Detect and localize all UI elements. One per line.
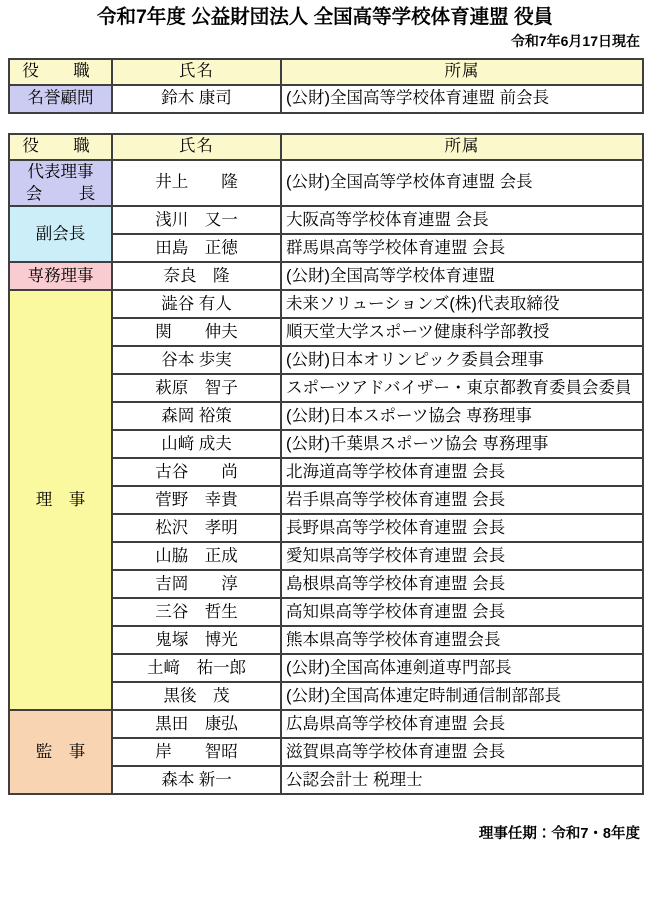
role-label: 名誉顧問: [27, 89, 94, 108]
name-cell: 森本 新一: [112, 766, 281, 794]
honorary-advisor-table: [8, 58, 644, 114]
name-cell: 三谷 哲生: [112, 598, 281, 626]
name-cell: 奈良 隆: [112, 262, 281, 290]
name-cell: 萩原 智子: [112, 374, 281, 402]
affiliation-cell: (公財)全国高等学校体育連盟: [281, 262, 643, 290]
name-cell: 黒後 茂: [112, 682, 281, 710]
honorary-advisor-body: [9, 85, 643, 113]
role-label: 監 事: [35, 742, 86, 761]
officers-table: [8, 133, 644, 796]
affiliation-cell: 熊本県高等学校体育連盟会長: [281, 626, 643, 654]
table-row: [9, 710, 643, 738]
affiliation-cell: 順天堂大学スポーツ健康科学部教授: [281, 318, 643, 346]
term-note: 理事任期：令和7・8年度: [478, 826, 640, 843]
role-label: 専務理事: [27, 266, 94, 285]
name-cell: 田島 正徳: [112, 234, 281, 262]
name-cell: 鬼塚 博光: [112, 626, 281, 654]
table-row: [9, 206, 643, 234]
as-of-date: 令和7年6月17日現在: [510, 33, 640, 50]
column-header-role: 役 職: [9, 59, 112, 85]
affiliation-cell: (公財)全国高体連剣道専門部長: [281, 654, 643, 682]
affiliation-cell: (公財)千葉県スポーツ協会 専務理事: [281, 430, 643, 458]
affiliation-cell: (公財)日本オリンピック委員会理事: [281, 346, 643, 374]
role-cell: [9, 160, 112, 207]
name-cell: 山﨑 成夫: [112, 430, 281, 458]
name-cell: 谷本 歩実: [112, 346, 281, 374]
name-cell: 岸 智昭: [112, 738, 281, 766]
name-cell: 土﨑 祐一郎: [112, 654, 281, 682]
table-header-row: [9, 59, 643, 85]
table-row: [9, 290, 643, 318]
affiliation-cell: (公財)全国高等学校体育連盟 会長: [281, 160, 643, 207]
affiliation-cell: 未来ソリューションズ(株)代表取締役: [281, 290, 643, 318]
name-cell: 鈴木 康司: [112, 85, 281, 113]
role-cell: [9, 206, 112, 262]
name-cell: 森岡 裕策: [112, 402, 281, 430]
column-header-org: 所属: [281, 134, 643, 160]
name-cell: 古谷 尚: [112, 458, 281, 486]
name-cell: 黒田 康弘: [112, 710, 281, 738]
table-header-row: [9, 134, 643, 160]
role-label: 副会長: [35, 224, 86, 243]
table-row: [9, 85, 643, 113]
name-cell: 関 伸夫: [112, 318, 281, 346]
name-cell: 松沢 孝明: [112, 514, 281, 542]
affiliation-cell: 長野県高等学校体育連盟 会長: [281, 514, 643, 542]
role-cell: [9, 85, 112, 113]
affiliation-cell: 北海道高等学校体育連盟 会長: [281, 458, 643, 486]
officers-body: [9, 160, 643, 795]
name-cell: 山脇 正成: [112, 542, 281, 570]
table-row: [9, 160, 643, 207]
title-block: [8, 0, 642, 51]
affiliation-cell: 高知県高等学校体育連盟 会長: [281, 598, 643, 626]
affiliation-cell: 愛知県高等学校体育連盟 会長: [281, 542, 643, 570]
name-cell: 菅野 幸貴: [112, 486, 281, 514]
column-header-name: 氏名: [112, 134, 281, 160]
affiliation-cell: 大阪高等学校体育連盟 会長: [281, 206, 643, 234]
role-cell: [9, 710, 112, 794]
role-label-line1: 代表理事: [27, 162, 94, 181]
column-header-name: 氏名: [112, 59, 281, 85]
affiliation-cell: 公認会計士 税理士: [281, 766, 643, 794]
affiliation-cell: (公財)全国高体連定時制通信制部部長: [281, 682, 643, 710]
affiliation-cell: (公財)全国高等学校体育連盟 前会長: [281, 85, 643, 113]
role-label: 理 事: [35, 490, 86, 509]
role-label-line2: 会 長: [25, 184, 106, 203]
name-cell: 吉岡 淳: [112, 570, 281, 598]
name-cell: 浅川 又一: [112, 206, 281, 234]
affiliation-cell: 広島県高等学校体育連盟 会長: [281, 710, 643, 738]
affiliation-cell: 岩手県高等学校体育連盟 会長: [281, 486, 643, 514]
role-cell: [9, 262, 112, 290]
page-title: 令和7年度 公益財団法人 全国高等学校体育連盟 役員: [96, 6, 554, 28]
affiliation-cell: (公財)日本スポーツ協会 専務理事: [281, 402, 643, 430]
affiliation-cell: スポーツアドバイザー・東京都教育委員会委員: [281, 374, 643, 402]
affiliation-cell: 群馬県高等学校体育連盟 会長: [281, 234, 643, 262]
table-row: [9, 262, 643, 290]
affiliation-cell: 滋賀県高等学校体育連盟 会長: [281, 738, 643, 766]
affiliation-cell: 島根県高等学校体育連盟 会長: [281, 570, 643, 598]
name-cell: 井上 隆: [112, 160, 281, 207]
role-cell: [9, 290, 112, 710]
column-header-role: 役 職: [9, 134, 112, 160]
name-cell: 澁谷 有人: [112, 290, 281, 318]
column-header-org: 所属: [281, 59, 643, 85]
